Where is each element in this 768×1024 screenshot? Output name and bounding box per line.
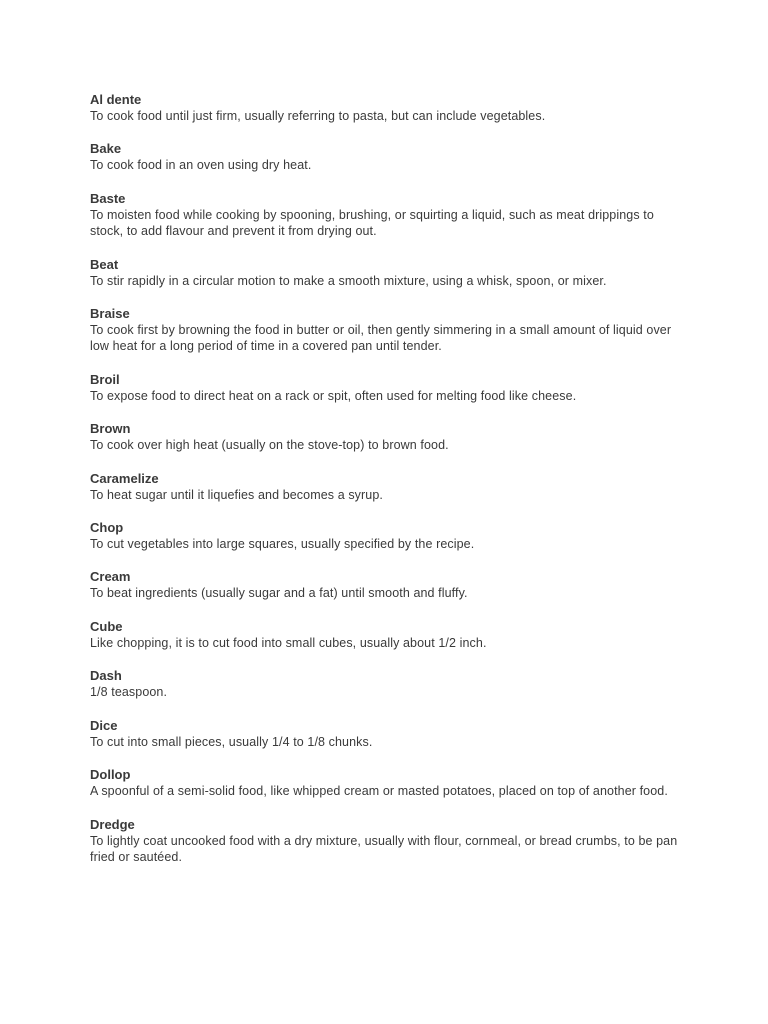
glossary-entry-chop (90, 520, 690, 552)
glossary-entry-dice (90, 718, 690, 750)
term: Beat (90, 256, 119, 272)
definition: To cook food in an oven using dry heat. (90, 158, 312, 173)
definition: To cook first by browning the food in butter or oil, then gently simmering in a small amount of liquid over low heat for a long period of time in a covered pan until tender. (90, 323, 672, 354)
definition: To cook food until just firm, usually referring to pasta, but can include vegetables. (90, 109, 546, 123)
glossary-entry-baste (90, 191, 690, 240)
term: Dice (90, 717, 118, 733)
definition: To cook over high heat (usually on the stove-top) to brown food. (90, 438, 449, 453)
term: Cream (90, 569, 131, 585)
glossary-entry-cream (90, 569, 690, 601)
glossary-entry-brown (90, 421, 690, 453)
term: Bake (90, 141, 122, 157)
glossary-entry-braise (90, 306, 690, 355)
term: Dollop (90, 767, 131, 783)
glossary-entry-dash (90, 668, 690, 700)
term: Broil (90, 371, 120, 387)
definition: To cut vegetables into large squares, usually specified by the recipe. (90, 537, 475, 552)
term: Caramelize (90, 470, 159, 486)
glossary-entry-beat (90, 257, 690, 289)
term: Brown (90, 421, 131, 437)
glossary-entry-bake (90, 141, 690, 173)
glossary-entry-al-dente (90, 92, 690, 124)
glossary-page (90, 92, 690, 882)
definition: To beat ingredients (usually sugar and a fat) until smooth and fluffy. (90, 586, 468, 601)
definition: To stir rapidly in a circular motion to make a smooth mixture, using a whisk, spoon, or mixer. (90, 273, 607, 288)
definition: 1/8 teaspoon. (90, 685, 168, 700)
term: Braise (90, 306, 130, 322)
glossary-entry-dollop (90, 767, 690, 799)
definition: To moisten food while cooking by spooning, brushing, or squirting a liquid, such as meat drippings to stock, to add flavour and prevent it from drying out. (90, 207, 654, 239)
glossary-entry-caramelize (90, 471, 690, 503)
definition: A spoonful of a semi-solid food, like whipped cream or masted potatoes, placed on top of another food. (90, 784, 668, 799)
term: Baste (90, 190, 126, 206)
term: Dredge (90, 816, 135, 832)
glossary-entry-broil (90, 372, 690, 404)
definition: To heat sugar until it liquefies and becomes a syrup. (90, 487, 383, 502)
term: Cube (90, 618, 123, 634)
glossary-entry-cube (90, 619, 690, 651)
term: Al dente (90, 92, 142, 107)
definition: Like chopping, it is to cut food into small cubes, usually about 1/2 inch. (90, 635, 487, 650)
glossary-entry-dredge (90, 817, 690, 866)
term: Dash (90, 668, 122, 684)
definition: To lightly coat uncooked food with a dry mixture, usually with flour, cornmeal, or bread crumbs, to be pan fried or sautéed. (90, 833, 678, 864)
definition: To cut into small pieces, usually 1/4 to 1/8 chunks. (90, 734, 373, 749)
definition: To expose food to direct heat on a rack or spit, often used for melting food like cheese. (90, 388, 577, 403)
term: Chop (90, 520, 124, 536)
